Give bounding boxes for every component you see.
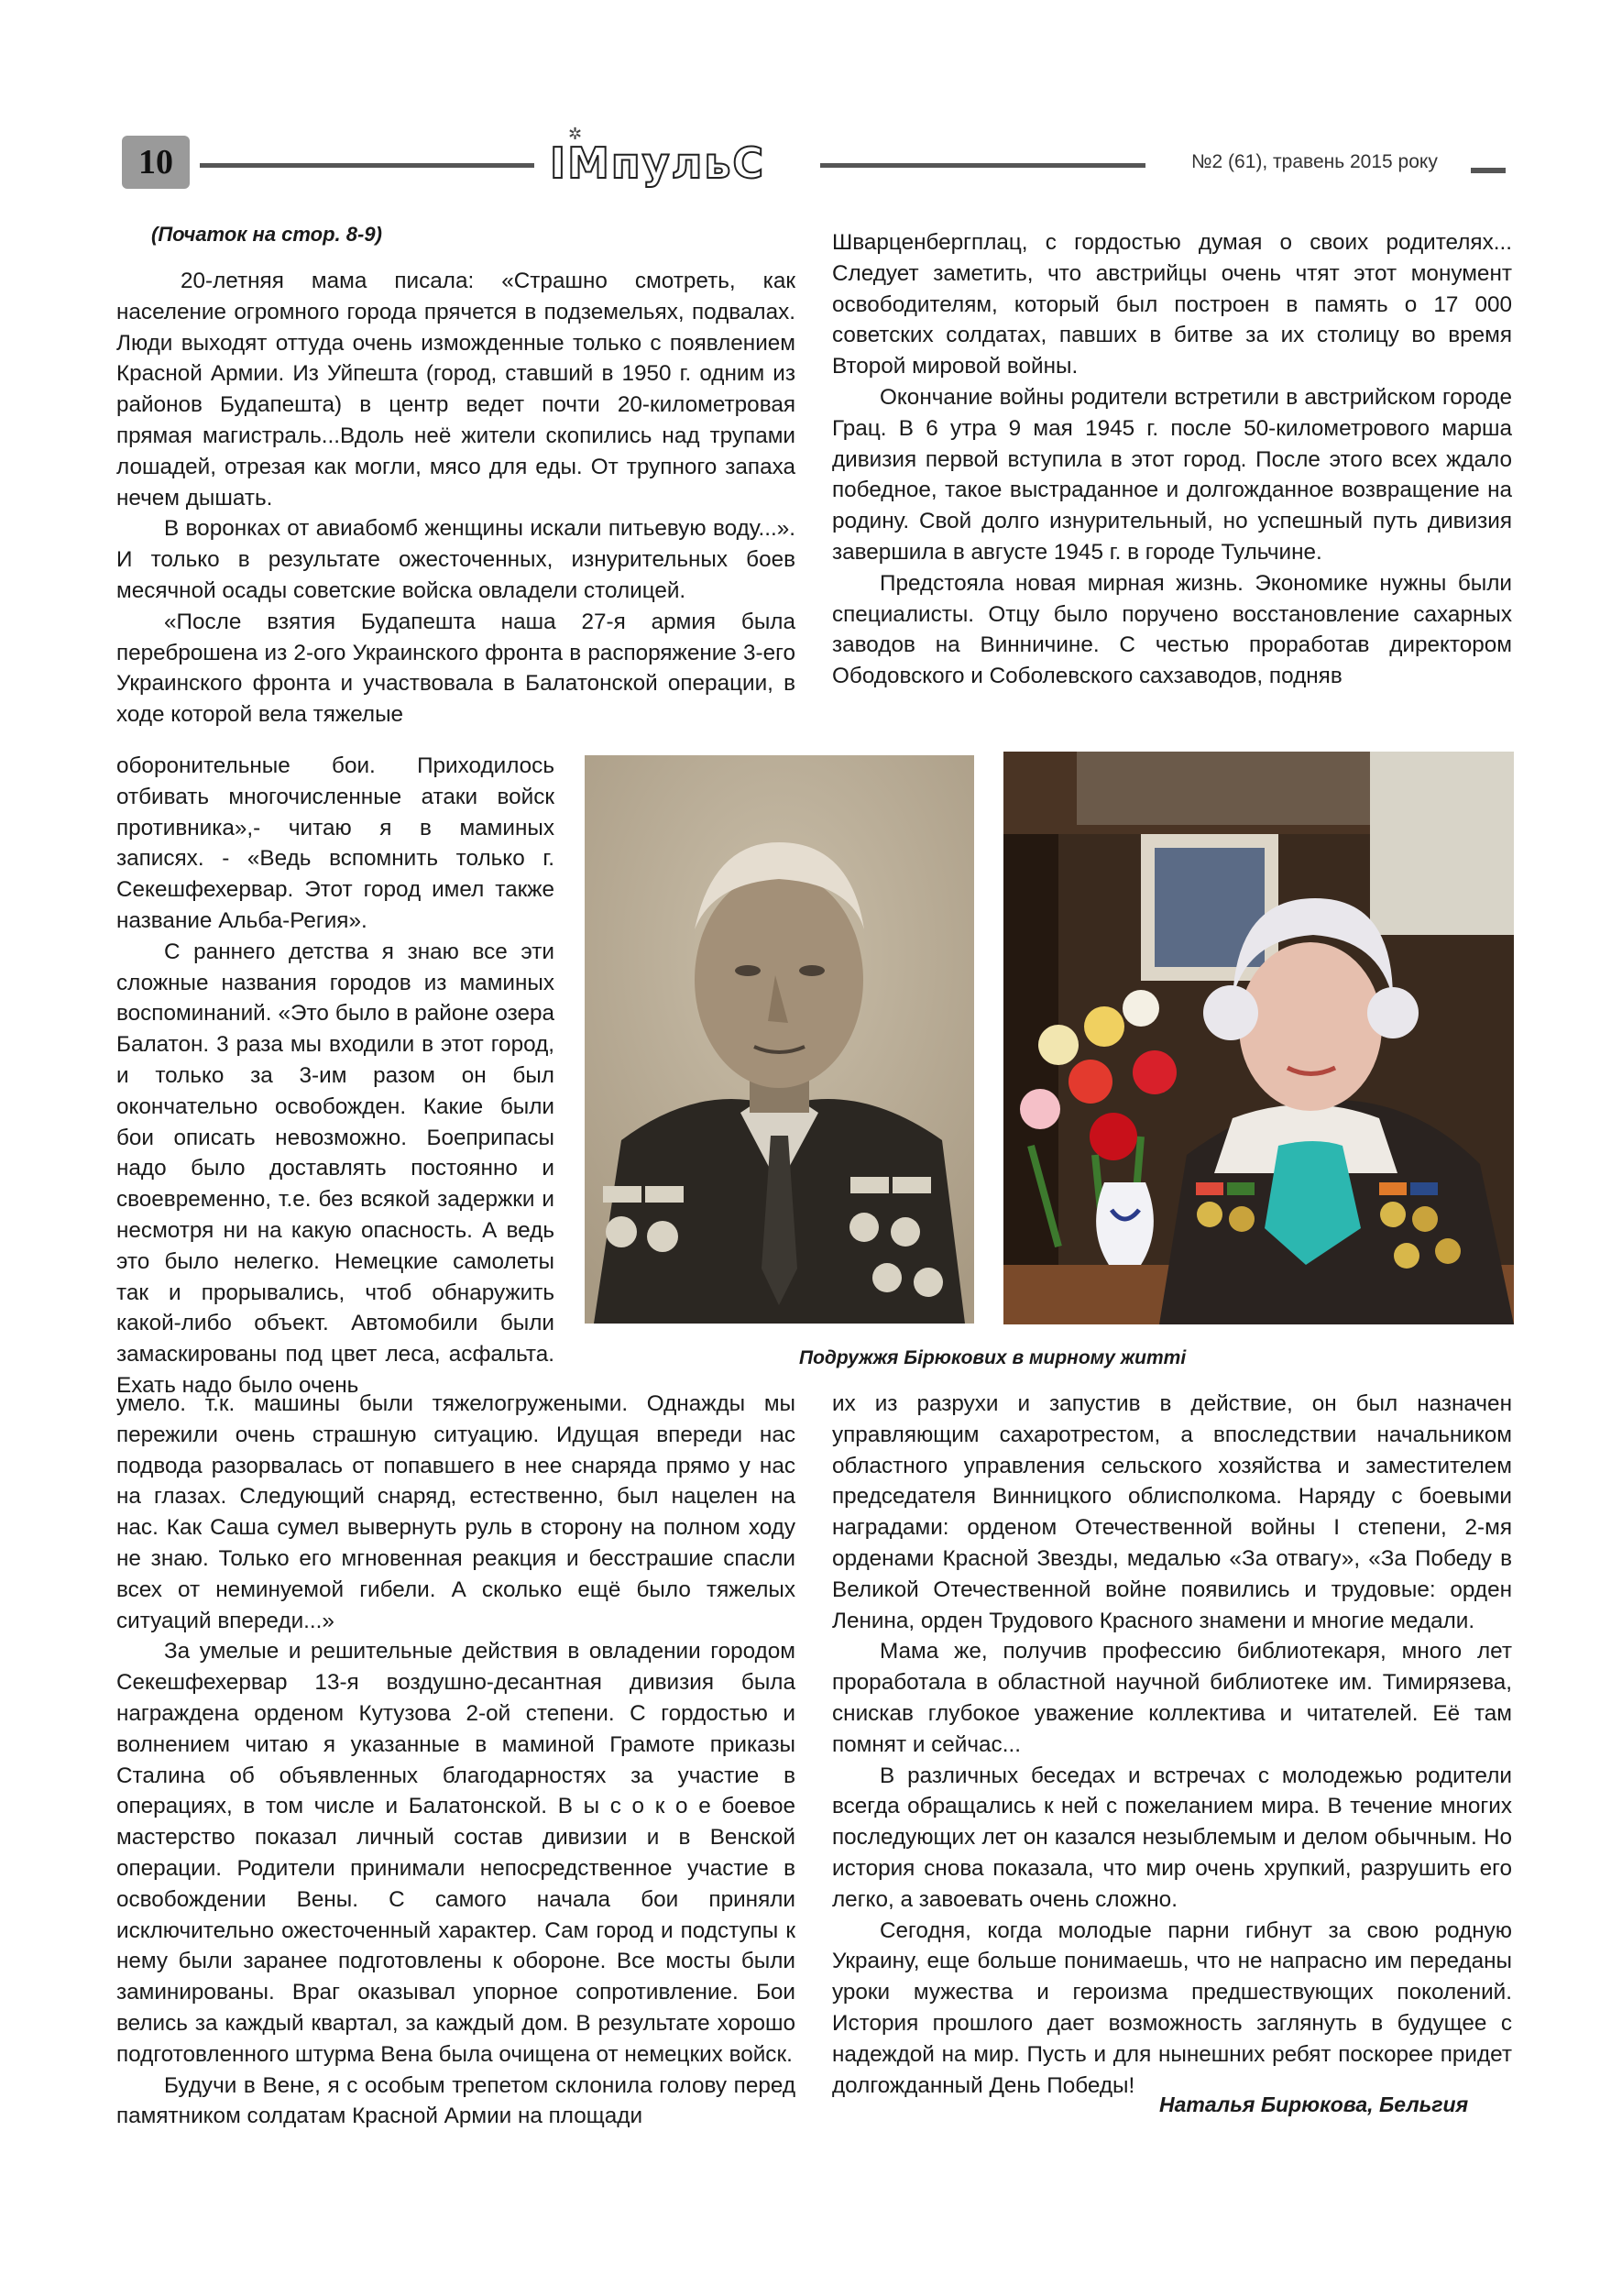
left-column-bottom <box>116 1389 795 2132</box>
logo-ornament-icon: ✲ <box>568 125 585 144</box>
paragraph: В воронках от авиабомб женщины искали питьевую воду...». И только в результате ожесточенных, изнурительных боев месячной осады советские войска овладели столицей. <box>116 516 795 603</box>
paragraph: Окончание войны родители встретили в австрийском городе Грац. В 6 утра 9 мая 1945 г. после 50-километрового марша дивизия первой вступила в этот город. После этого всех ждало победное, такое выстраданное и долгожданное возвращение на родину. Свой долго изнурительный, но успешный путь дивизия завершила в августе 1945 г. в городе Тульчине. <box>832 384 1512 565</box>
paragraph: 20-летняя мама писала: «Страшно смотреть, как население огромного города прячется в подземельях, подвалах. Люди выходят оттуда очень изможденные только с появлением Красной Армии. Из Уйпешта (город, ставший в 1950 г. одним из районов Будапешта) в центр ведет почти 20-километровая прямая магистраль...Вдоль неё жители скопились над трупами лошадей, отрезая как могли, мясо для еды. От трупного запаха нечем дышать. <box>116 269 795 511</box>
header-rule-end <box>1471 168 1506 173</box>
paragraph: умело. т.к. машины были тяжелогружеными. Однажды мы пережили очень страшную ситуацию. Идущая впереди нас подвода разорвалась от попавшего в нее снаряда прямо у нас на глазах. Следующий снаряд, естественно, был нацелен на нас. Как Саша сумел вывернуть руль в сторону на полном ходу не знаю. Только его мгновенная реакция и бесстрашие спасли всех от неминуемой гибели. А сколько ещё было тяжелых ситуаций впереди...» <box>116 1391 795 1633</box>
paragraph: их из разрухи и запустив в действие, он был назначен управляющим сахаротрестом, а впоследствии начальником областного управления сельского хозяйства и заместителем председателя Винницкого облисполкома. Наряду с боевыми наградами: орденом Отечественной войны I степени, 2-мя орденами Красной Звезды, медалью «За отвагу», «За Победу в Великой Отечественной войне появились и трудовые: орден Ленина, орден Трудового Красного знамени и многие медали. <box>832 1391 1512 1633</box>
paragraph: Шварценбергплац, с гордостью думая о своих родителях... Следует заметить, что австрийцы очень чтят этот монумент освободителям, который был построен в память о 17 000 советских солдатах, павших в битве за их столицу во время Второй мировой войны. <box>832 230 1512 379</box>
photo-man-portrait <box>585 755 974 1324</box>
paragraph: С раннего детства я знаю все эти сложные названия городов из маминых воспоминаний. «Это было в районе озера Балатон. 3 раза мы входили в этот город, и только за 3-им разом он был окончательно освобожден. Какие были бои описать невозможно. Боеприпасы надо было доставлять постоянно и своевременно, т.е. без всякой задержки и несмотря ни на какую опасность. А ведь это было нелегко. Немецкие самолеты так и прорывались, чтоб обнаружить какой-либо объект. Автомобили были замаскированы под цвет леса, асфальта. Ехать надо было очень <box>116 939 554 1398</box>
author-signature: Наталья Бирюкова, Бельгия <box>1159 2093 1469 2116</box>
paragraph: Сегодня, когда молодые парни гибнут за свою родную Украину, еще больше понимаешь, что не напрасно им переданы уроки мужества и героизма предшествующих поколений. История прошлого дает возможность заглянуть в будущее с надеждой на мир. Пусть и для нынешних ребят поскорее придет долгожданный День Победы! <box>832 1917 1512 2098</box>
header-rule-left <box>200 163 534 168</box>
newspaper-logo <box>550 125 811 189</box>
page-number: 10 <box>122 136 190 189</box>
photo-woman-portrait <box>1003 752 1514 1324</box>
header-rule-right <box>820 163 1145 168</box>
right-column-bottom <box>832 1389 1512 2101</box>
paragraph: Предстояла новая мирная жизнь. Экономике нужны были специалисты. Отцу было поручено восстановление сахарных заводов на Винничине. С честью проработав директором Ободовского и Соболевского сахзаводов, подняв <box>832 570 1512 689</box>
paragraph: «После взятия Будапешта наша 27-я армия была переброшена из 2-ого Украинского фронта в распоряжение 3-его Украинского фронта и участвовала в Балатонской операции, в ходе которой вела тяжелые <box>116 609 795 728</box>
paragraph: За умелые и решительные действия в овладении городом Секешфехервар 13-я воздушно-десантная дивизия была награждена орденом Кутузова 2-ой степени. С гордостью и волнением читаю я указанные в маминой Грамоте приказы Сталина об объявленных благодарностях за участие в операциях, в том числе и Балатонской. В ы с о к о е боевое мастерство показал личный состав дивизии и в Венской операции. Родители принимали непосредственное участие в освобождении Вены. С самого начала бои приняли исключительно ожесточенный характер. Сам город и подступы к нему были заранее подготовлены к обороне. Все мосты были заминированы. Враг оказывал упорное сопротивление. Бои велись за каждый квартал, за каждый дом. В результате хорошо подготовленного штурма Вена была очищена от немецких войск. <box>116 1639 795 2067</box>
paragraph: В различных беседах и встречах с молодежью родители всегда обращались к ней с пожеланием мира. В течение многих последующих лет он казался незыблемым и делом обычным. Но история снова показала, что мир очень хрупкий, разрушить его легко, а завоевать очень сложно. <box>832 1763 1512 1912</box>
paragraph: Мама же, получив профессию библиотекаря, много лет проработала в областной научной библиотеке им. Тимирязева, снискав глубокое уважение коллектива и читателей. Её там помнят и сейчас... <box>832 1639 1512 1757</box>
continuation-note: (Початок на стор. 8-9) <box>151 223 382 246</box>
photo-caption: Подружжя Бірюкових в мирному житті <box>799 1347 1187 1368</box>
left-column-top <box>116 266 795 731</box>
paragraph: Будучи в Вене, я с особым трепетом склонила голову перед памятником солдатам Красной Армии на площади <box>116 2072 795 2129</box>
photo-man-image <box>585 755 974 1324</box>
left-column-narrow <box>116 751 554 1401</box>
logo-text: ІМпульС <box>550 138 766 188</box>
photo-woman-image <box>1003 752 1514 1324</box>
right-column-top <box>832 227 1512 692</box>
issue-info: №2 (61), травень 2015 року <box>1191 151 1438 172</box>
paragraph: оборонительные бои. Приходилось отбивать многочисленные атаки войск противника»,- читаю я в маминых записях. - «Ведь вспомнить только г. Секешфехервар. Этот город имел также название Альба-Регия». <box>116 753 554 933</box>
